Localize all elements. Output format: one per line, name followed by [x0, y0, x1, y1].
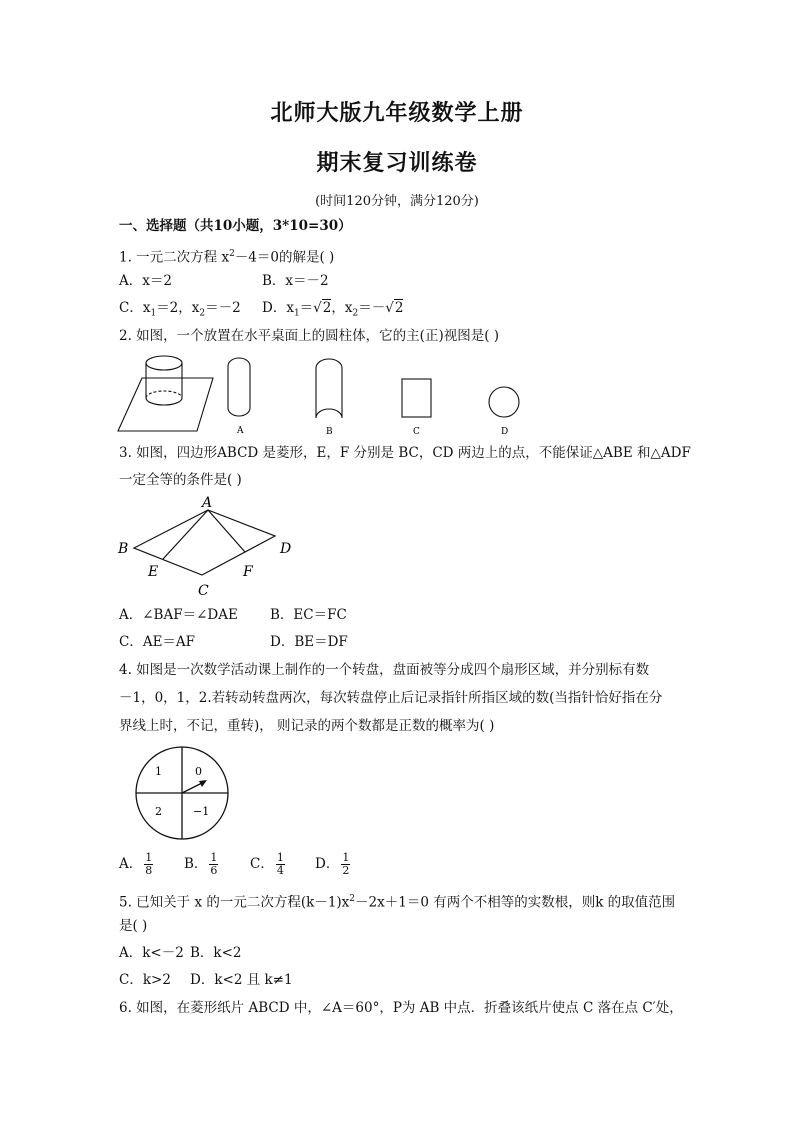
question-2-figure: [110, 346, 550, 438]
view-label-d: D: [501, 427, 509, 437]
view-label-a: A: [237, 426, 244, 436]
question-5-stem-line2: 是( ): [119, 918, 148, 934]
view-option-a: [228, 358, 250, 416]
question-5-option-c: C．k>2: [119, 972, 171, 988]
question-3-option-c: C．AE＝AF: [119, 634, 196, 650]
question-5-option-b: B．k<2: [190, 945, 242, 961]
rhombus-point-d: D: [280, 541, 292, 557]
question-4-option-c: C． $\frac{1}{4}$: [250, 851, 284, 877]
rhombus-figure: [112, 492, 302, 600]
question-1-stem: 1. 一元二次方程 $x^2-4=0$的解是( ): [119, 249, 335, 266]
spinner-sector-1: 1: [155, 765, 162, 778]
question-3-stem-line1: 3. 如图，四边形ABCD 是菱形，E，F 分别是 BC，CD 两边上的点，不能保证△ABE 和△ADF: [119, 445, 691, 461]
page-title: 北师大版九年级数学上册: [270, 100, 524, 126]
question-3-option-b: B．EC＝FC: [270, 607, 347, 623]
cylinder-on-table: [118, 356, 213, 431]
question-5-option-a: A．k<－2: [119, 945, 184, 961]
question-1-option-a: A．x＝2: [119, 273, 172, 289]
spinner-sector-neg1: −1: [193, 805, 210, 818]
view-option-c: [402, 379, 431, 417]
rhombus-point-a: A: [202, 495, 213, 511]
question-3-option-a: A．∠BAF＝∠DAE: [119, 607, 238, 623]
question-5-option-d: D．k<2 且 k≠1: [190, 972, 293, 988]
question-4-option-b: B． $\frac{1}{6}$: [184, 851, 218, 877]
view-option-b: [316, 359, 342, 418]
view-label-c: C: [413, 427, 420, 437]
section-heading: 一、选择题（共10小题，3*10=30）: [119, 218, 352, 234]
question-5-stem-line1: 5. 已知关于 x 的一元二次方程$(k-1)x^2-2x+1=0$ 有两个不相等的实数根，则k 的取值范围: [119, 894, 676, 911]
rhombus-point-c: C: [198, 583, 209, 599]
question-2-stem: 2. 如图，一个放置在水平桌面上的圆柱体，它的主(正)视图是( ): [119, 328, 500, 344]
question-4-stem-line3: 界线上时，不记，重转)， 则记录的两个数都是正数的概率为( ): [119, 718, 495, 734]
question-3-stem-line2: 一定全等的条件是( ): [119, 472, 242, 488]
spinner-figure: [128, 744, 236, 844]
rhombus-point-e: E: [148, 564, 159, 580]
question-4-stem-line2: －1，0，1，2.若转动转盘两次，每次转盘停止后记录指针所指区域的数(当指针恰好指在分: [119, 690, 663, 706]
question-4-stem-line1: 4. 如图是一次数学活动课上制作的一个转盘，盘面被等分成四个扇形区域，并分别标有数: [119, 662, 650, 678]
question-1-option-b: B．x＝－2: [262, 273, 329, 289]
question-6-stem: 6. 如图，在菱形纸片 ABCD 中，∠A＝60°，P为 AB 中点．折叠该纸片使点 C 落在点 C′处，: [119, 1000, 683, 1016]
view-label-b: B: [326, 427, 333, 437]
question-3-option-d: D．BE＝DF: [270, 634, 348, 650]
rhombus-point-f: F: [243, 564, 253, 580]
exam-info: (时间120分钟，满分120分): [315, 194, 479, 209]
question-1-option-d: D．$x_1=√2$，$x_2=-√2$: [262, 300, 404, 319]
rhombus-point-b: B: [118, 541, 129, 557]
page-subtitle-title: 期末复习训练卷: [316, 150, 478, 176]
question-4-option-a: A． $\frac{1}{8}$: [119, 851, 153, 877]
question-4-option-d: D． $\frac{1}{2}$: [315, 851, 350, 877]
spinner-sector-0: 0: [195, 765, 202, 778]
view-option-d: [489, 387, 519, 417]
question-1-option-c: C．$x_1=2$，$x_2=-2$: [119, 300, 241, 319]
spinner-sector-2: 2: [155, 805, 162, 818]
